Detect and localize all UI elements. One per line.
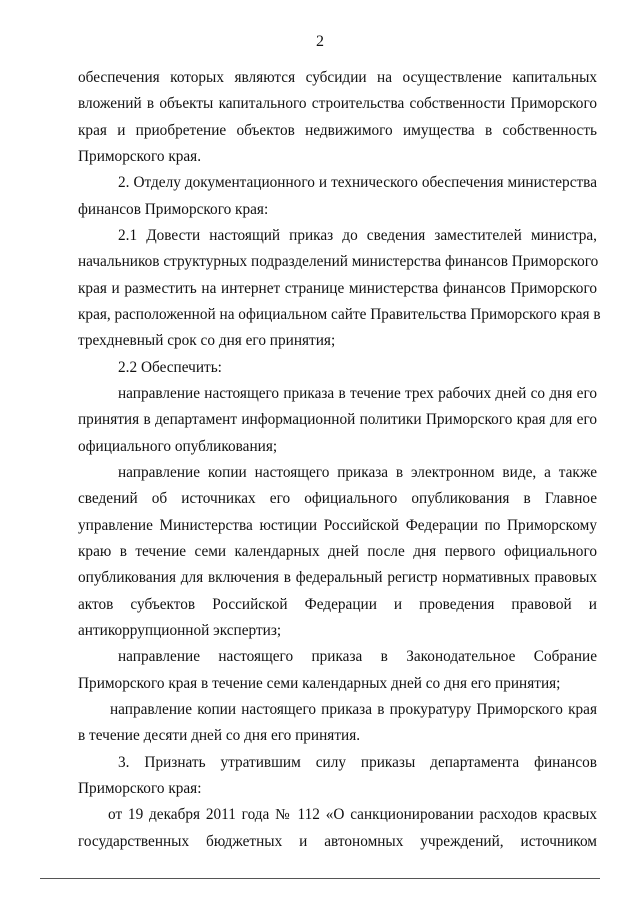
page-number: 2	[316, 33, 324, 50]
text-line: 3. Признать утратившим силу приказы департамента финансов	[118, 754, 597, 771]
text-line: официального опубликования;	[78, 438, 278, 455]
text-line: сведений об источниках его официального опубликования в Главное	[78, 490, 597, 507]
text-line: государственных бюджетных и автономных учреждений, источником	[78, 833, 597, 850]
text-line: управление Министерства юстиции Российской Федерации по Приморскому	[78, 517, 597, 534]
text-line: края и разместить на интернет странице министерства финансов Приморского	[78, 280, 597, 297]
text-line: начальников структурных подразделений министерства финансов Приморского	[78, 253, 599, 270]
text-line: антикоррупционной экспертиз;	[78, 622, 282, 639]
text-line: 2.1 Довести настоящий приказ до сведения заместителей министра,	[118, 227, 597, 244]
text-line: Приморского края в течение семи календарных дней со дня его принятия;	[78, 675, 561, 692]
text-line: направление копии настоящего приказа в прокуратуру Приморского края	[110, 701, 597, 718]
text-line: краю в течение семи календарных дней после дня первого официального	[78, 543, 597, 560]
text-line: обеспечения которых являются субсидии на осуществление капитальных	[78, 69, 597, 86]
page-bottom-rule	[40, 878, 600, 879]
text-line: Приморского края:	[78, 780, 202, 797]
text-line: направление копии настоящего приказа в электронном виде, а также	[118, 464, 597, 481]
text-line: финансов Приморского края:	[78, 201, 269, 218]
text-line: в течение десяти дней со дня его принятия.	[78, 727, 361, 744]
text-line: Приморского края.	[78, 148, 202, 165]
text-line: вложений в объекты капитального строительства собственности Приморского	[78, 95, 597, 112]
text-line: актов субъектов Российской Федерации и проведения правовой и	[78, 596, 597, 613]
text-line: 2. Отделу документационного и технического обеспечения министерства	[118, 174, 597, 191]
text-line: принятия в департамент информационной политики Приморского края для его	[78, 411, 597, 428]
text-line: опубликования для включения в федеральный регистр нормативных правовых	[78, 569, 597, 586]
text-line: края, расположенной на официальном сайте Правительства Приморского края в	[78, 306, 601, 323]
text-line: направление настоящего приказа в течение трех рабочих дней со дня его	[118, 385, 597, 402]
text-line: трехдневный срок со дня его принятия;	[78, 332, 336, 349]
text-line: от 19 декабря 2011 года № 112 «О санкционировании расходов красвых	[108, 806, 597, 823]
text-line: края и приобретение объектов недвижимого имущества в собственность	[78, 122, 597, 139]
text-line: 2.2 Обеспечить:	[118, 359, 222, 376]
text-line: направление настоящего приказа в Законодательное Собрание	[118, 648, 597, 665]
